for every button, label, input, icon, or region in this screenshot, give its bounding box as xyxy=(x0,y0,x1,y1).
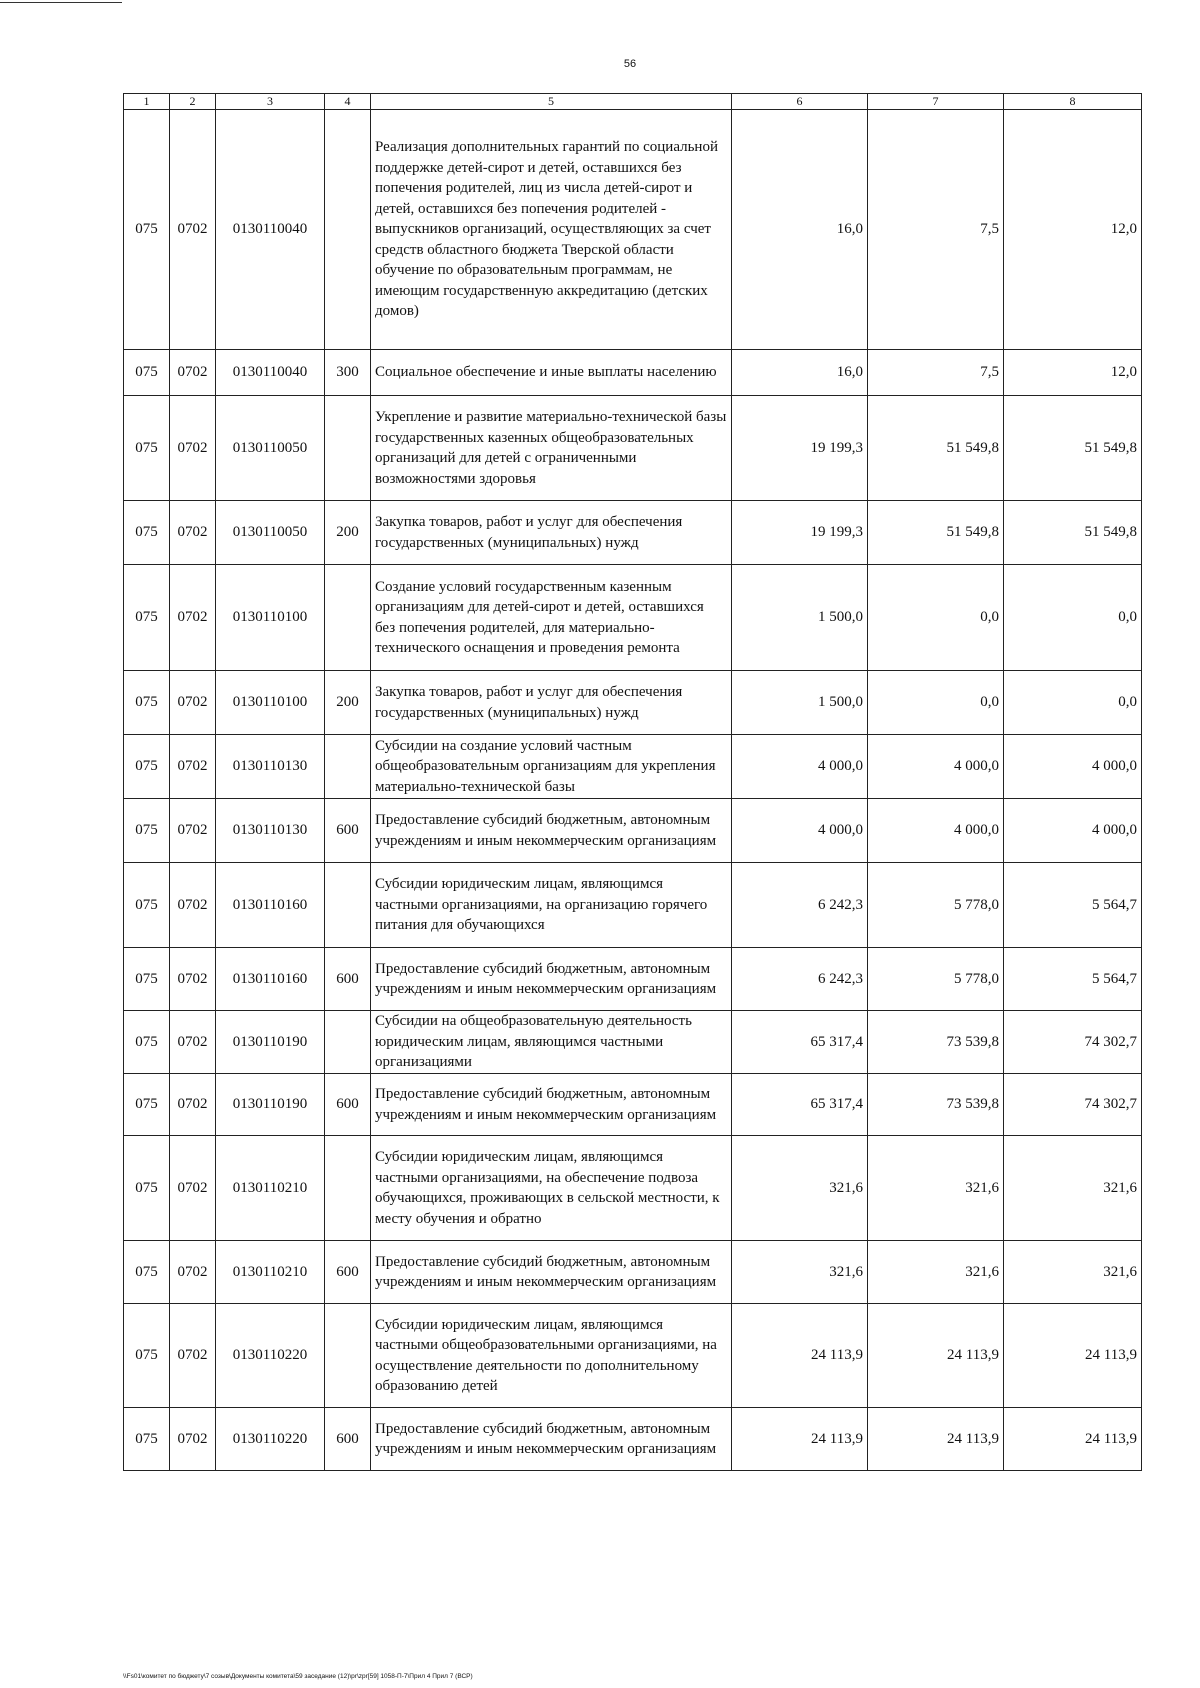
cell-description: Субсидии на создание условий частным общеобразовательным организациям для укрепления материально-технической базы xyxy=(371,735,732,799)
cell-value-7: 73 539,8 xyxy=(868,1074,1004,1136)
cell-value-8: 12,0 xyxy=(1004,350,1142,396)
cell-value-8: 24 113,9 xyxy=(1004,1304,1142,1408)
cell-ministry: 075 xyxy=(124,350,170,396)
cell-description: Субсидии юридическим лицам, являющимся частными организациями, на организацию горячего питания для обучающихся xyxy=(371,863,732,948)
header-col-1: 1 xyxy=(124,94,170,110)
cell-ministry: 075 xyxy=(124,565,170,671)
cell-expense-type: 200 xyxy=(325,501,371,565)
cell-value-8: 0,0 xyxy=(1004,565,1142,671)
header-row xyxy=(124,94,1142,110)
cell-value-7: 4 000,0 xyxy=(868,799,1004,863)
cell-section: 0702 xyxy=(170,1304,216,1408)
table-row xyxy=(124,1074,1142,1136)
table-row xyxy=(124,948,1142,1011)
cell-value-7: 7,5 xyxy=(868,110,1004,350)
cell-expense-type: 600 xyxy=(325,1408,371,1471)
header-col-2: 2 xyxy=(170,94,216,110)
cell-target-article: 0130110220 xyxy=(216,1304,325,1408)
cell-value-7: 24 113,9 xyxy=(868,1408,1004,1471)
cell-value-8: 74 302,7 xyxy=(1004,1074,1142,1136)
cell-value-6: 16,0 xyxy=(732,110,868,350)
cell-section: 0702 xyxy=(170,396,216,501)
cell-value-6: 321,6 xyxy=(732,1241,868,1304)
cell-ministry: 075 xyxy=(124,1241,170,1304)
cell-ministry: 075 xyxy=(124,1074,170,1136)
table-row xyxy=(124,1241,1142,1304)
cell-value-7: 4 000,0 xyxy=(868,735,1004,799)
cell-value-6: 24 113,9 xyxy=(732,1304,868,1408)
cell-value-8: 5 564,7 xyxy=(1004,863,1142,948)
cell-description: Социальное обеспечение и иные выплаты населению xyxy=(371,350,732,396)
cell-target-article: 0130110040 xyxy=(216,350,325,396)
cell-expense-type xyxy=(325,1304,371,1408)
cell-description: Создание условий государственным казенным организациям для детей-сирот и детей, оставшихся без попечения родителей, для материально-технического оснащения и проведения ремонта xyxy=(371,565,732,671)
table-row xyxy=(124,799,1142,863)
cell-ministry: 075 xyxy=(124,799,170,863)
cell-value-7: 0,0 xyxy=(868,671,1004,735)
cell-value-8: 4 000,0 xyxy=(1004,799,1142,863)
table-row xyxy=(124,1011,1142,1074)
cell-target-article: 0130110210 xyxy=(216,1136,325,1241)
cell-value-6: 6 242,3 xyxy=(732,948,868,1011)
cell-value-7: 0,0 xyxy=(868,565,1004,671)
cell-value-7: 7,5 xyxy=(868,350,1004,396)
cell-ministry: 075 xyxy=(124,110,170,350)
table-row xyxy=(124,110,1142,350)
cell-value-6: 19 199,3 xyxy=(732,501,868,565)
cell-value-6: 1 500,0 xyxy=(732,565,868,671)
cell-value-7: 73 539,8 xyxy=(868,1011,1004,1074)
cell-target-article: 0130110100 xyxy=(216,565,325,671)
cell-description: Субсидии юридическим лицам, являющимся частными общеобразовательными организациями, на осуществление деятельности по дополнительному образованию детей xyxy=(371,1304,732,1408)
cell-target-article: 0130110130 xyxy=(216,735,325,799)
cell-ministry: 075 xyxy=(124,501,170,565)
table-row xyxy=(124,863,1142,948)
table-row xyxy=(124,350,1142,396)
cell-target-article: 0130110190 xyxy=(216,1011,325,1074)
cell-section: 0702 xyxy=(170,110,216,350)
footer-file-path: \\Fs01\комитет по бюджету\7 созыв\Документы комитета\59 заседание (12)\pr\zpr[59] 1058-П-7\Прил 4 Прил 7 (ВСР) xyxy=(123,1673,473,1680)
cell-section: 0702 xyxy=(170,1241,216,1304)
cell-value-7: 321,6 xyxy=(868,1136,1004,1241)
cell-expense-type: 600 xyxy=(325,1241,371,1304)
cell-section: 0702 xyxy=(170,1074,216,1136)
cell-ministry: 075 xyxy=(124,863,170,948)
cell-value-6: 321,6 xyxy=(732,1136,868,1241)
cell-value-7: 321,6 xyxy=(868,1241,1004,1304)
cell-description: Закупка товаров, работ и услуг для обеспечения государственных (муниципальных) нужд xyxy=(371,671,732,735)
cell-value-7: 24 113,9 xyxy=(868,1304,1004,1408)
cell-value-6: 24 113,9 xyxy=(732,1408,868,1471)
cell-target-article: 0130110160 xyxy=(216,948,325,1011)
cell-description: Субсидии юридическим лицам, являющимся частными организациями, на обеспечение подвоза обучающихся, проживающих в сельской местности, к месту обучения и обратно xyxy=(371,1136,732,1241)
cell-section: 0702 xyxy=(170,948,216,1011)
cell-value-6: 4 000,0 xyxy=(732,735,868,799)
cell-ministry: 075 xyxy=(124,1136,170,1241)
cell-expense-type xyxy=(325,565,371,671)
cell-value-6: 1 500,0 xyxy=(732,671,868,735)
cell-target-article: 0130110040 xyxy=(216,110,325,350)
cell-description: Реализация дополнительных гарантий по социальной поддержке детей-сирот и детей, оставшихся без попечения родителей, лиц из числа детей-сирот и детей, оставшихся без попечения родителей - выпускников организаций, осуществляющих за счет средств областного бюджета Тверской области обучение по образовательным программам, не имеющим государственную аккредитацию (детских домов) xyxy=(371,110,732,350)
cell-section: 0702 xyxy=(170,1011,216,1074)
table-row xyxy=(124,565,1142,671)
header-col-8: 8 xyxy=(1004,94,1142,110)
cell-description: Субсидии на общеобразовательную деятельность юридическим лицам, являющимся частными организациями xyxy=(371,1011,732,1074)
cell-section: 0702 xyxy=(170,1408,216,1471)
cell-target-article: 0130110190 xyxy=(216,1074,325,1136)
cell-value-8: 12,0 xyxy=(1004,110,1142,350)
cell-value-7: 51 549,8 xyxy=(868,501,1004,565)
cell-description: Укрепление и развитие материально-технической базы государственных казенных общеобразовательных организаций для детей с ограниченными возможностями здоровья xyxy=(371,396,732,501)
cell-expense-type xyxy=(325,1136,371,1241)
cell-value-7: 5 778,0 xyxy=(868,863,1004,948)
header-col-5: 5 xyxy=(371,94,732,110)
cell-value-6: 4 000,0 xyxy=(732,799,868,863)
cell-ministry: 075 xyxy=(124,948,170,1011)
cell-ministry: 075 xyxy=(124,396,170,501)
cell-target-article: 0130110160 xyxy=(216,863,325,948)
cell-section: 0702 xyxy=(170,350,216,396)
cell-ministry: 075 xyxy=(124,671,170,735)
cell-value-8: 0,0 xyxy=(1004,671,1142,735)
header-col-4: 4 xyxy=(325,94,371,110)
cell-value-7: 5 778,0 xyxy=(868,948,1004,1011)
cell-target-article: 0130110210 xyxy=(216,1241,325,1304)
cell-section: 0702 xyxy=(170,671,216,735)
cell-description: Предоставление субсидий бюджетным, автономным учреждениям и иным некоммерческим организациям xyxy=(371,1074,732,1136)
top-rule xyxy=(0,2,122,3)
header-col-7: 7 xyxy=(868,94,1004,110)
page-number: 56 xyxy=(623,58,637,70)
cell-value-7: 51 549,8 xyxy=(868,396,1004,501)
cell-expense-type xyxy=(325,396,371,501)
cell-value-6: 16,0 xyxy=(732,350,868,396)
cell-expense-type: 200 xyxy=(325,671,371,735)
cell-expense-type xyxy=(325,1011,371,1074)
cell-section: 0702 xyxy=(170,799,216,863)
cell-expense-type: 600 xyxy=(325,948,371,1011)
cell-target-article: 0130110050 xyxy=(216,396,325,501)
cell-value-6: 6 242,3 xyxy=(732,863,868,948)
table-row xyxy=(124,735,1142,799)
cell-value-8: 321,6 xyxy=(1004,1136,1142,1241)
cell-section: 0702 xyxy=(170,1136,216,1241)
cell-target-article: 0130110130 xyxy=(216,799,325,863)
table-row xyxy=(124,396,1142,501)
cell-value-8: 321,6 xyxy=(1004,1241,1142,1304)
cell-section: 0702 xyxy=(170,565,216,671)
cell-description: Закупка товаров, работ и услуг для обеспечения государственных (муниципальных) нужд xyxy=(371,501,732,565)
cell-value-8: 74 302,7 xyxy=(1004,1011,1142,1074)
table-row xyxy=(124,1304,1142,1408)
cell-ministry: 075 xyxy=(124,1304,170,1408)
cell-section: 0702 xyxy=(170,863,216,948)
cell-ministry: 075 xyxy=(124,1011,170,1074)
table-row xyxy=(124,671,1142,735)
budget-table xyxy=(123,93,1142,1471)
cell-target-article: 0130110050 xyxy=(216,501,325,565)
cell-description: Предоставление субсидий бюджетным, автономным учреждениям и иным некоммерческим организациям xyxy=(371,1241,732,1304)
cell-value-8: 5 564,7 xyxy=(1004,948,1142,1011)
cell-value-6: 19 199,3 xyxy=(732,396,868,501)
cell-description: Предоставление субсидий бюджетным, автономным учреждениям и иным некоммерческим организациям xyxy=(371,948,732,1011)
header-col-3: 3 xyxy=(216,94,325,110)
cell-description: Предоставление субсидий бюджетным, автономным учреждениям и иным некоммерческим организациям xyxy=(371,1408,732,1471)
cell-ministry: 075 xyxy=(124,735,170,799)
cell-section: 0702 xyxy=(170,735,216,799)
cell-value-8: 4 000,0 xyxy=(1004,735,1142,799)
cell-value-8: 51 549,8 xyxy=(1004,501,1142,565)
cell-value-8: 24 113,9 xyxy=(1004,1408,1142,1471)
table-row xyxy=(124,1408,1142,1471)
table-row xyxy=(124,501,1142,565)
cell-expense-type: 600 xyxy=(325,1074,371,1136)
table-row xyxy=(124,1136,1142,1241)
cell-value-8: 51 549,8 xyxy=(1004,396,1142,501)
cell-expense-type xyxy=(325,110,371,350)
cell-expense-type: 300 xyxy=(325,350,371,396)
cell-expense-type: 600 xyxy=(325,799,371,863)
header-col-6: 6 xyxy=(732,94,868,110)
cell-description: Предоставление субсидий бюджетным, автономным учреждениям и иным некоммерческим организациям xyxy=(371,799,732,863)
cell-value-6: 65 317,4 xyxy=(732,1074,868,1136)
cell-ministry: 075 xyxy=(124,1408,170,1471)
cell-expense-type xyxy=(325,863,371,948)
cell-expense-type xyxy=(325,735,371,799)
cell-value-6: 65 317,4 xyxy=(732,1011,868,1074)
cell-section: 0702 xyxy=(170,501,216,565)
cell-target-article: 0130110220 xyxy=(216,1408,325,1471)
cell-target-article: 0130110100 xyxy=(216,671,325,735)
